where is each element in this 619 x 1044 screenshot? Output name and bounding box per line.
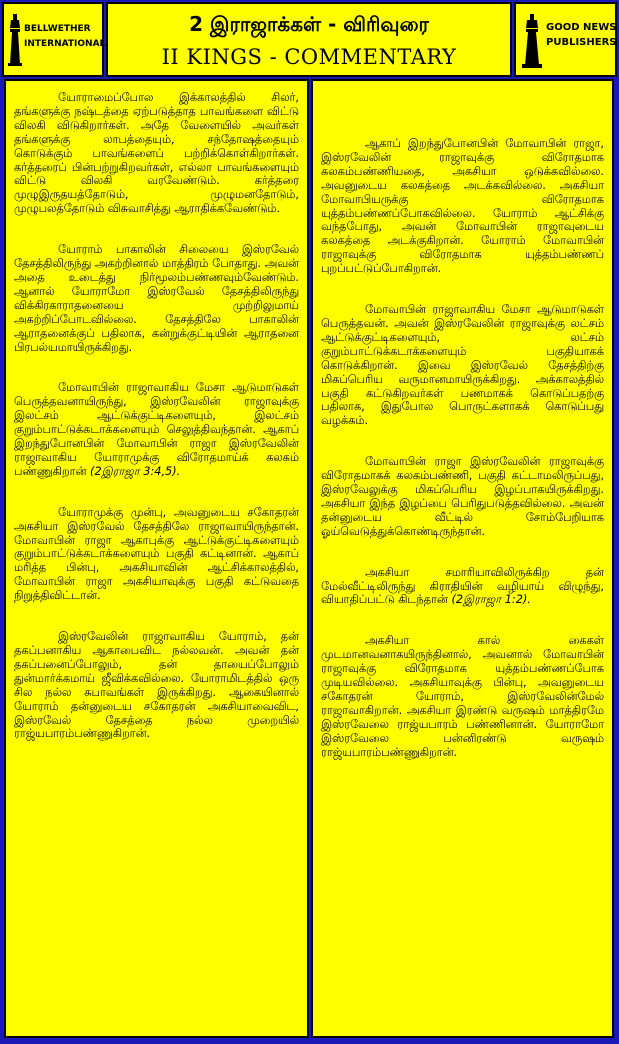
commentary-paragraph bbox=[14, 243, 299, 354]
publisher-logo-left bbox=[2, 2, 104, 77]
paragraph-text: மோவாபின் ராஜாவாகிய மேசா ஆடுமாடுகள் பெருத்தவன். அவன் இஸ்ரவேலின் ராஜாவுக்கு லட்சம் ஆட்டுக்குட்டிகளையும், லட்சம் குறும்பாட்டுக்கடாக்களையும் பகுதியாகக் கொடுக்கிறான். இவை இஸ்ரவேல் தேசத்திற்கு மிகப்பெரிய வருமானமாயிருக்கிறது. அக்காலத்தில் பகுதி கட்டுகிறவர்கள் பணமாகக் கொடுப்பதற்கு பதிலாக, இதுபோல பொருட்களாகக் கொடுப்பது வழக்கம். bbox=[321, 303, 604, 428]
commentary-paragraph bbox=[14, 91, 299, 216]
page-title-english: II KINGS - COMMENTARY bbox=[161, 45, 457, 69]
commentary-paragraph bbox=[321, 634, 604, 759]
right-column bbox=[311, 79, 614, 1038]
left-column bbox=[4, 79, 309, 1038]
paragraph-text: மோவாபின் ராஜா இஸ்ரவேலின் ராஜாவுக்கு விரோதமாகக் கலகம்பண்ணி, பகுதி கட்டாமலிருப்பது, இஸ்ரவேலுக்கு மிகப்பெரிய இழப்பாகயிருக்கிறது. அகசியா இந்த இழப்பை பெரிதுபடுத்தவில்லை. அவன் தன்னுடைய வீட்டில் சோம்பேறியாக ஓய்வெடுத்துக்கொண்டிருந்தான். bbox=[321, 455, 604, 538]
title-block bbox=[106, 2, 512, 77]
bell-tower-icon bbox=[522, 14, 542, 68]
logo-right-text bbox=[546, 20, 616, 50]
paragraph-text: ஆகாப் இறந்துபோனபின் மோவாபின் ராஜா, இஸ்ரவேலின் ராஜாவுக்கு விரோதமாக கலகம்பண்ணியதை, அகசியா ஒடுக்கவில்லை. அவனுடைய கலகத்தை அடக்கவில்லை. அகசியா மோவாபியருக்கு விரோதமாக யுத்தம்பண்ணப்போகவில்லை. யோராம் ஆட்சிக்கு வந்தபோது, அவன் மோவாபின் ராஜாவுடைய கலகத்தை அடக்குகிறான். யோராம் மோவாபின் ராஜாவுக்கு விரோதமாக யுத்தம்பண்ணப் புறப்பட்டுப்போகிறான். bbox=[321, 137, 604, 276]
commentary-paragraph bbox=[321, 303, 604, 428]
paragraph-text: அகசியா கால் கைகள் முடமானவனாகயிருந்தினால், அவனால் மோவாபின் ராஜாவுக்கு விரோதமாக யுத்தம்பண்ணப்போக முடியவில்லை. அகசியாவுக்கு பின்பு, அவனுடைய சகோதரன் யோராம், இஸ்ரவேலின்மேல் ராஜாவாகிறான். அகசியா இரண்டு வருஷம் மாத்திரமே இஸ்ரவேலை ராஜ்யபாரம் பண்ணினான். யோராமோ இஸ்ரவேலை பன்னிரண்டு வருஷம் ராஜ்யபாரம்பண்ணுகிறான். bbox=[321, 634, 604, 759]
commentary-paragraph bbox=[321, 566, 604, 608]
scripture-reference: (2இராஜா 1:2). bbox=[451, 593, 531, 607]
paragraph-text: யோராம் பாகாலின் சிலையை இஸ்ரவேல் தேசத்திலிருந்து அகற்றினால் மாத்திரம் போதாது. அவன் அதை உடைத்து நிர்மூலம்பண்ணவும்வேண்டும். ஆனால் யோராமோ இஸ்ரவேல் தேசத்திலிருந்து விக்கிரகாராதனையை முற்றிலுமாய் அகற்றிப்போடவில்லை. தேசத்திலே பாகாலின் ஆராதனைக்குப் பதிலாக, கன்றுக்குட்டியின் ஆராதனை பிரபல்யமாயிருக்கிறது. bbox=[14, 243, 299, 354]
page-title-tamil: 2 இராஜாக்கள் - விரிவுரை bbox=[189, 12, 429, 36]
commentary-paragraph bbox=[14, 506, 299, 603]
left-column-text bbox=[14, 91, 299, 768]
logo-right-line1: GOOD NEWS bbox=[546, 22, 617, 33]
paragraph-text: அகசியா சமாரியாவிலிருக்கிற தன் மேல்வீட்டிலிருந்து கிராதியின் வழியாய் விழுந்து, வியாதிப்பட்டு கிடந்தான் bbox=[321, 565, 604, 607]
publisher-logo-right bbox=[514, 2, 617, 77]
scripture-reference: (2இராஜா 3:4,5). bbox=[90, 464, 181, 478]
paragraph-text: இஸ்ரவேலின் ராஜாவாகிய யோராம், தன் தகப்பனாகிய ஆகாபைவிட நல்லவன். அவன் தன் தகப்பனைப்போலும், தன் தாயைப்போலும் துன்மார்க்கமாய் ஜீவிக்கவில்லை. யோராமிடத்தில் ஒரு சில நல்ல சுபாவங்கள் இருக்கிறது. ஆகையினால் யோராம் தன்னுடைய சகோதரன் அகசியாவைவிட, இஸ்ரவேல் தேசத்தை நல்ல முறையில் ராஜ்யபாரம்பண்ணுகிறான். bbox=[14, 630, 299, 741]
commentary-paragraph bbox=[14, 381, 299, 478]
bell-tower-icon bbox=[8, 14, 22, 66]
logo-left-text bbox=[24, 22, 105, 52]
page-header bbox=[2, 2, 617, 77]
paragraph-text: மோவாபின் ராஜாவாகிய மேசா ஆடுமாடுகள் பெருத்தவனாயிருந்து, இஸ்ரவேலின் ராஜாவுக்கு இலட்சம் ஆட்டுக்குட்டிகளையும், இலட்சம் குறும்பாட்டுக்கடாக்களையும் செலுத்திவந்தான். ஆகாப் இறந்துபோனபின் மோவாபின் ராஜா இஸ்ரவேலின் ராஜாவாகிய யோராமுக்கு விரோதமாய்க் கலகம் பண்ணுகிறான் bbox=[14, 381, 299, 478]
commentary-paragraph bbox=[321, 137, 604, 276]
paragraph-text: யோராமுக்கு முன்பு, அவனுடைய சகோதரன் அகசியா இஸ்ரவேல் தேசத்திலே ராஜாவாயிருந்தான். மோவாபின் ராஜா ஆகாபுக்கு ஆட்டுக்குட்டிகளையும் குறும்பாட்டுக்கடாக்களையும் பகுதி கட்டினான். ஆகாப் மரித்த பின்பு, அகசியாவின் ஆட்சிக்காலத்தில், மோவாபின் ராஜா அகசியாவுக்கு பகுதி கட்டுவதை நிறுத்திவிட்டான். bbox=[14, 505, 299, 603]
commentary-paragraph bbox=[14, 630, 299, 741]
logo-left-line2: INTERNATIONAL bbox=[24, 39, 106, 49]
commentary-paragraph bbox=[321, 455, 604, 538]
right-column-text bbox=[321, 137, 604, 787]
paragraph-text: யோராமைப்போல இக்காலத்தில் சிலர், தங்களுக்கு நஷ்டத்தை ஏற்படுத்தாத பாவங்களை விட்டு விலகி விடுகிறார்கள். அதே வேளையில் அவர்கள் தங்களுக்கு லாபத்தையும், சந்தோஷத்தையும் கொடுக்கும் பாவங்களைப் பற்றிக்கொள்கிறார்கள். கர்த்தரைப் பின்பற்றுகிறவர்கள், எல்லா பாவங்களையும் விட்டு விலகி வரவேண்டும். கர்த்தரை முழுஇருதயத்தோடும், முழுமனதோடும், முழுபலத்தோடும் விசுவாசித்து ஆராதிக்கவேண்டும். bbox=[14, 91, 299, 216]
logo-right-line2: PUBLISHERS bbox=[546, 37, 617, 48]
logo-left-line1: BELLWETHER bbox=[24, 24, 91, 34]
